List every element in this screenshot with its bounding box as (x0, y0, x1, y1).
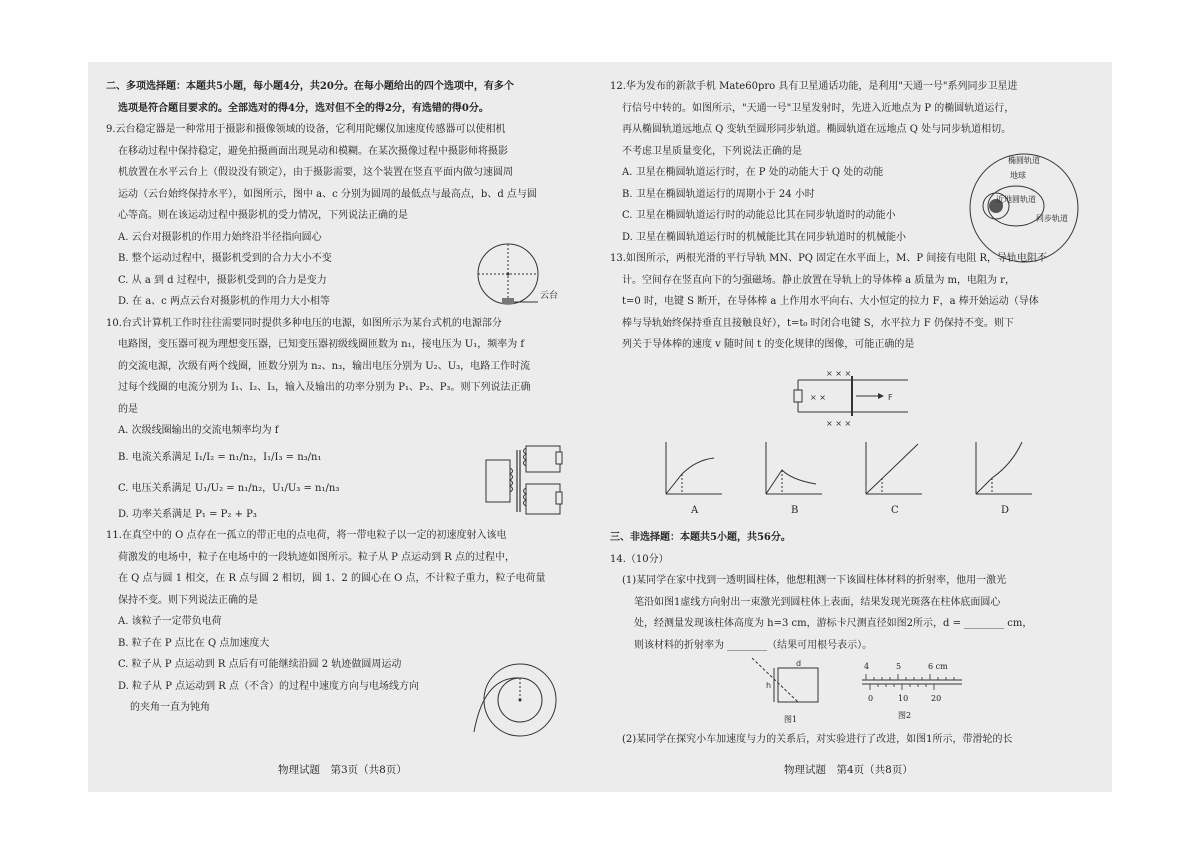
q14-part1-line: 则该材料的折射率为 ________（结果可用根号表示）。 (634, 639, 873, 651)
q11-option-c: C. 粒子从 P 点运动到 R 点后有可能继续沿圆 2 轨迹做圆周运动 (118, 659, 402, 670)
section3-block (610, 527, 1096, 656)
q12-option-a: A. 卫星在椭圆轨道运行时，在 P 处的动能大于 Q 处的动能 (622, 167, 884, 178)
q14-part2-line: (2)某同学在探究小车加速度与力的关系后，对实验进行了改进，如图1所示，带滑轮的长 (622, 734, 1013, 745)
svg-text:F: F (888, 393, 893, 402)
graph-a (666, 442, 722, 494)
q12-option-b: B. 卫星在椭圆轨道运行的周期小于 24 小时 (622, 188, 815, 200)
graph-d (976, 442, 1032, 494)
q14-fig2-caption: 图2 (898, 711, 912, 720)
svg-text:h: h (766, 681, 772, 690)
q9-option-c: C. 从 a 到 d 过程中，摄影机受到的合力是变力 (118, 274, 327, 286)
q10-stem-line: 的是 (118, 403, 138, 415)
q11-option-b: B. 粒子在 P 点比在 Q 点加速度大 (118, 637, 270, 649)
q11-stem-line: 在 Q 点与圆 1 相交，在 R 点与圆 2 相切，圆 1、2 的圆心在 O 点，不计粒子重力，粒子电荷量 (118, 573, 546, 584)
q13-rail-figure (790, 368, 912, 430)
q11-option-a: A. 该粒子一定带负电荷 (118, 616, 222, 627)
q9-option-d: D. 在 a、c 两点云台对摄影机的作用力大小相等 (118, 296, 330, 307)
scale-vernier-10: 10 (898, 694, 909, 703)
q14-part1-line: 笔沿如图1虚线方向射出一束激光到圆柱体上表面，结果发现光斑落在柱体底面圆心 (634, 596, 1001, 608)
q11-option-d-cont: 的夹角一直为钝角 (130, 702, 210, 713)
q9-stem-line: 心等高。则在该运动过程中摄影机的受力情况，下列说法正确的是 (118, 210, 408, 221)
q10-transformer-figure (484, 440, 574, 522)
page-3-footer: 物理试题 第3页（共8页） (278, 764, 407, 776)
graph-d-label: D (1001, 505, 1010, 516)
q9-stem-line: 9.云台稳定器是一种常用于摄影和摄像领域的设备，它利用陀螺仪加速度传感器可以使相机 (106, 124, 506, 135)
q13-stem-line: 13.如图所示，两根光滑的平行导轨 MN、PQ 固定在水平面上，M、P 间接有电阻 R，导轨电阻不 (610, 253, 1048, 264)
svg-text:× × ×: × × × (826, 419, 852, 428)
q10-option-d: D. 功率关系满足 P₁ = P₂ + P₃ (118, 508, 257, 520)
q10-stem-line: 的交流电源，次级有两个线圈，匝数分别为 n₂、n₃，输出电压分别为 U₂、U₃，电路工作时流 (118, 360, 531, 372)
q9-stem-line: 机放置在水平云台上（假设没有锁定），由于摄影需要，这个装置在竖直平面内做匀速圆周 (118, 167, 513, 178)
q13-graphs (656, 434, 1036, 504)
q13-stem-line: t=0 时，电键 S 断开，在导体棒 a 上作用水平向右、大小恒定的拉力 F，a 棒开始运动（导体 (622, 296, 1039, 307)
exam-sheet (88, 62, 1112, 792)
orbit-label-earth: 地球 (1010, 171, 1026, 180)
q10-stem-line: 电路图，变压器可视为理想变压器，已知变压器初级线圈匝数为 n₁，接电压为 U₁，频率为 f (118, 339, 525, 350)
orbit-label-sync: 同步轨道 (1036, 214, 1068, 223)
graph-c-label: C (891, 505, 899, 516)
q13-stem-line: 列关于导体棒的速度 v 随时间 t 的变化规律的图像，可能正确的是 (622, 339, 915, 350)
graph-b-label: B (791, 505, 799, 516)
page-4-footer: 物理试题 第4页（共8页） (784, 764, 913, 776)
orbit-label-near-earth: 近地圆轨道 (996, 195, 1036, 204)
scale-vernier-20: 20 (931, 694, 942, 703)
q10-option-a: A. 次级线圈输出的交流电频率均为 f (118, 425, 279, 436)
q10-option-c: C. 电压关系满足 U₁/U₂ = n₁/n₂，U₁/U₃ = n₁/n₃ (118, 482, 340, 494)
q9-stem-line: 运动（云台始终保持水平），如图所示，图中 a、c 分别为圆周的最低点与最高点，b、d 点与圆 (118, 188, 537, 200)
svg-text:× × ×: × × × (826, 369, 852, 378)
q9-option-b: B. 整个运动过程中，摄影机受到的合力大小不变 (118, 253, 332, 264)
q12-option-d: D. 卫星在椭圆轨道运行时的机械能比其在同步轨道时的机械能小 (622, 231, 907, 243)
q9-circle-figure (476, 242, 566, 312)
q11-stem-line: 荷激发的电场中，粒子在电场中的一段轨迹如图所示。粒子从 P 点运动到 R 点的过程中， (118, 551, 515, 563)
graph-c (866, 442, 922, 494)
q10-stem-line: 10.台式计算机工作时往往需要同时提供多种电压的电源，如图所示为某台式机的电源部分 (106, 317, 502, 329)
q12-stem-line: 12.华为发布的新款手机 Mate60pro 具有卫星通话功能，是利用"天通一号"系列同步卫星进 (610, 81, 1018, 92)
q10-option-b: B. 电流关系满足 I₁/I₂ = n₁/n₂，I₁/I₃ = n₃/n₁ (118, 451, 322, 463)
q9-option-a: A. 云台对摄影机的作用力始终沿半径指向圆心 (118, 231, 322, 243)
q14-fig1-cylinder (748, 656, 828, 710)
q14-part1-line: (1)某同学在家中找到一透明圆柱体，他想粗测一下该圆柱体材料的折射率，他用一激光 (622, 575, 1007, 586)
graph-b (766, 442, 822, 494)
q12-stem-line: 行信号中转的。如图所示，"天通一号"卫星发射时，先进入近地点为 P 的椭圆轨道运行， (622, 102, 1015, 114)
scale-vernier-0: 0 (868, 694, 874, 703)
section-heading-line: 选项是符合题目要求的。全部选对的得4分，选对但不全的得2分，有选错的得0分。 (118, 102, 489, 114)
q10-stem-line: 过每个线圈的电流分别为 I₁、I₂、I₃，输入及输出的功率分别为 P₁、P₂、P₃。则下列说法正确 (118, 382, 531, 393)
q14-fig2-vernier (858, 660, 968, 708)
svg-text:× ×: × × (810, 393, 826, 402)
q14-part1-line: 处，经测量发现该柱体高度为 h=3 cm，游标卡尺测直径如图2所示，d = ________ cm， (634, 618, 1033, 629)
q11-stem-line: 11.在真空中的 O 点存在一孤立的带正电的点电荷，将一带电粒子以一定的初速度射入该电 (106, 530, 507, 541)
q13-stem-line: 棒与导轨始终保持垂直且接触良好），t=t₀ 时闭合电键 S，水平拉力 F 仍保持不变。则下 (622, 317, 1014, 329)
section3-heading: 三、非选择题：本题共5小题，共56分。 (610, 532, 791, 543)
q12-stem-line: 不考虑卫星质量变化，下列说法正确的是 (622, 145, 802, 157)
q14-part2-block (622, 729, 1102, 751)
orbit-label-ellipse: 椭圆轨道 (1008, 156, 1040, 165)
q12-stem-line: 再从椭圆轨道远地点 Q 变轨至圆形同步轨道。椭圆轨道在远地点 Q 处与同步轨道相切。 (622, 124, 1012, 135)
graph-a-label: A (691, 505, 699, 516)
q9-stem-line: 在移动过程中保持稳定，避免拍摄画面出现晃动和模糊。在某次摄像过程中摄影师将摄影 (118, 145, 508, 157)
q11-stem-line: 保持不变。则下列说法正确的是 (118, 594, 258, 606)
q11-trajectory-figure (470, 660, 562, 740)
scale-main-5: 5 (896, 662, 902, 671)
svg-text:d: d (796, 659, 802, 668)
scale-main-4: 4 (864, 662, 870, 671)
q12-orbit-figure (966, 150, 1098, 274)
scale-main-6: 6 cm (928, 662, 948, 671)
section-heading-line: 二、多项选择题：本题共5小题，每小题4分，共20分。在每小题给出的四个选项中，有多个 (106, 81, 514, 92)
q14-head: 14.（10分） (610, 553, 669, 565)
q13-stem-line: 计。空间存在竖直向下的匀强磁场。静止放置在导轨上的导体棒 a 质量为 m，电阻为 r， (622, 274, 1015, 286)
left-column (106, 76, 564, 719)
q11-option-d: D. 粒子从 P 点运动到 R 点（不含）的过程中速度方向与电场线方向 (118, 680, 419, 692)
q12-option-c: C. 卫星在椭圆轨道运行时的动能总比其在同步轨道时的动能小 (622, 210, 896, 221)
q14-fig1-caption: 图1 (784, 715, 798, 724)
q9-figure-label: 云台 (540, 291, 559, 301)
